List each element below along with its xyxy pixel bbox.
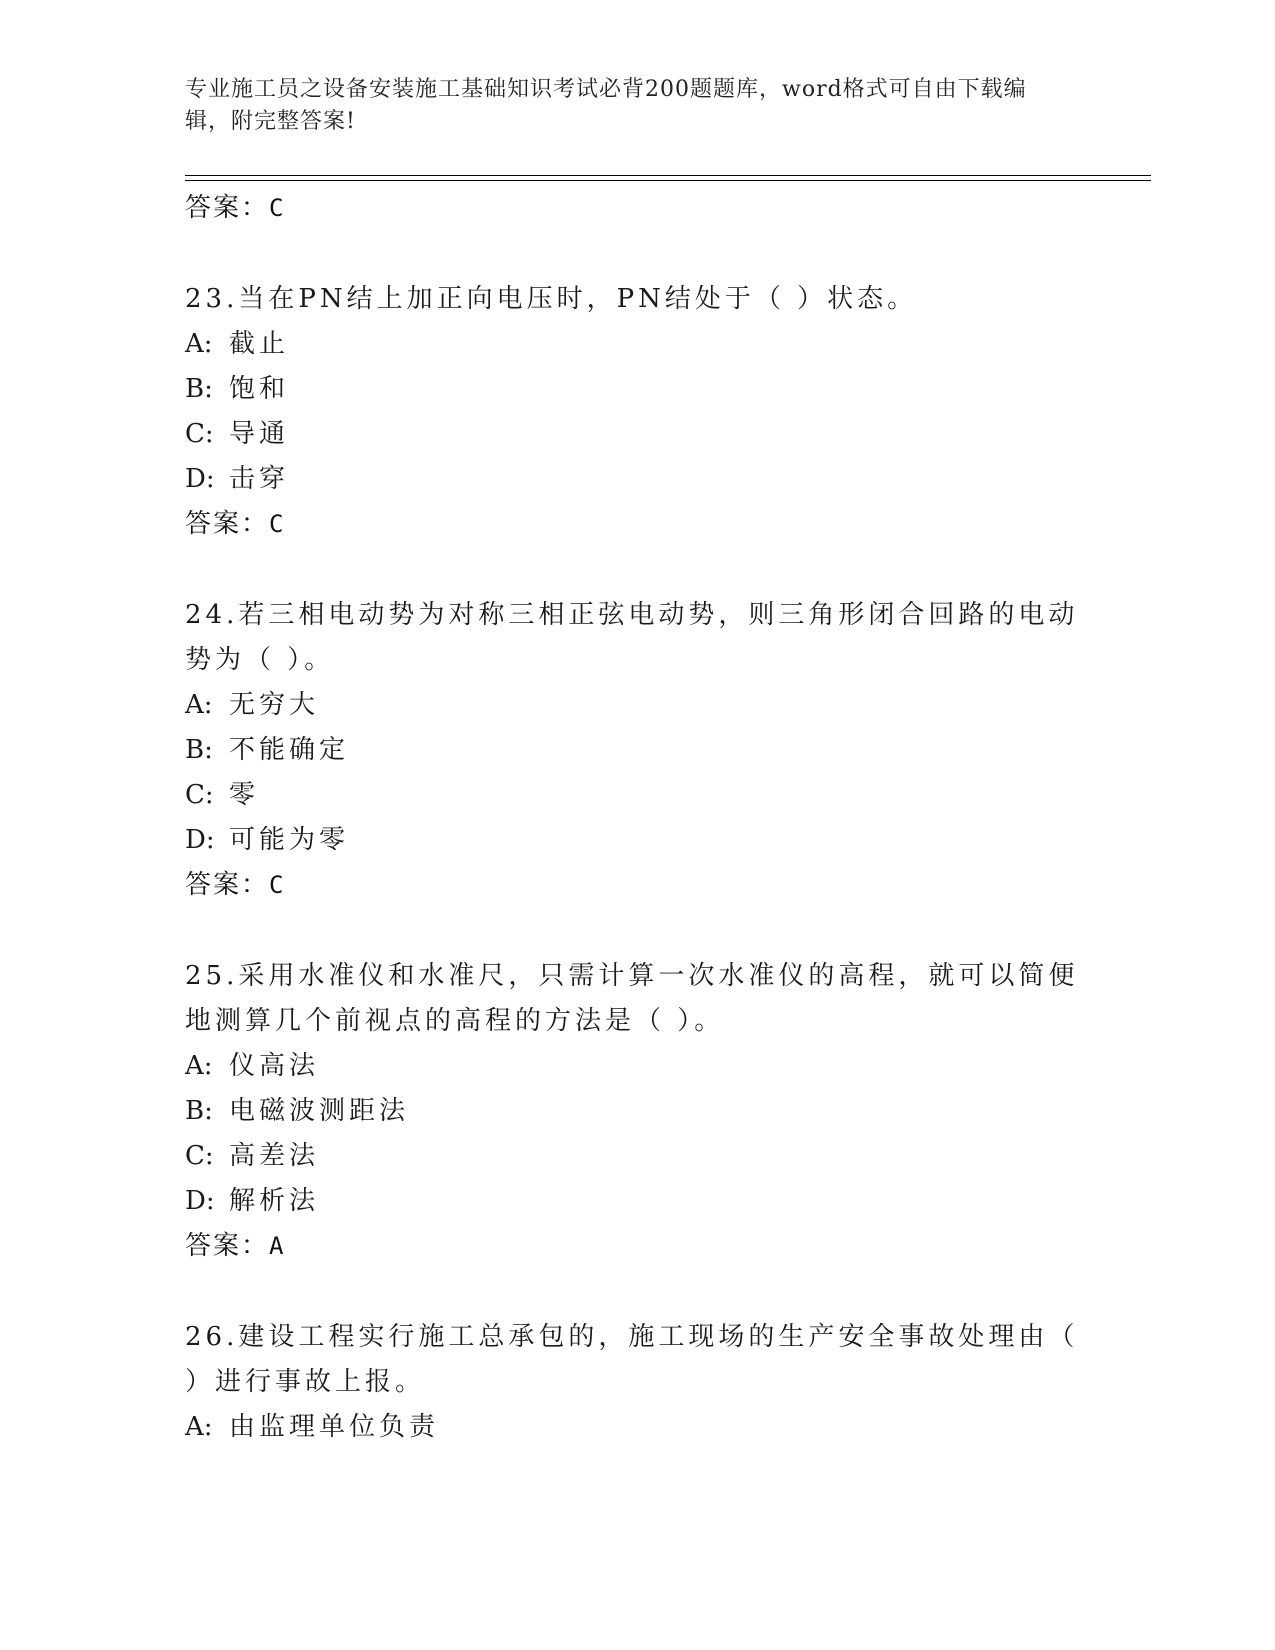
- option-text: 截止: [229, 329, 290, 359]
- option-b: [185, 1089, 1085, 1134]
- option-text: 不能确定: [229, 735, 350, 765]
- answer-label: 答案：: [185, 870, 270, 900]
- answer-value: A: [269, 1232, 286, 1260]
- option-key: A:: [185, 690, 213, 720]
- question-26: [185, 1315, 1085, 1450]
- answer-value: C: [269, 510, 286, 538]
- option-text: 高差法: [229, 1141, 320, 1171]
- option-text: 仪高法: [229, 1051, 320, 1081]
- answer-label: 答案：: [185, 1231, 270, 1261]
- question-answer: [185, 502, 1085, 547]
- option-text: 击穿: [229, 464, 290, 494]
- option-key: D:: [185, 464, 215, 494]
- question-text: 25.采用水准仪和水准尺，只需计算一次水准仪的高程，就可以简便地测算几个前视点的高程的方法是（ ）。: [185, 961, 1079, 1036]
- header-rule-bottom: [185, 180, 1151, 181]
- option-a: [185, 683, 1085, 728]
- answer-label: 答案：: [185, 193, 270, 223]
- option-key: C:: [185, 419, 214, 449]
- answer-value: C: [269, 194, 286, 222]
- option-a: [185, 1044, 1085, 1089]
- prev-question-answer: [185, 186, 1085, 231]
- option-b: [185, 728, 1085, 773]
- option-c: [185, 412, 1085, 457]
- option-a: [185, 1405, 1085, 1450]
- option-key: C:: [185, 1141, 214, 1171]
- answer-value: C: [269, 871, 286, 899]
- option-key: A:: [185, 1412, 213, 1442]
- question-24: [185, 593, 1085, 908]
- option-key: C:: [185, 780, 214, 810]
- option-text: 无穷大: [229, 690, 320, 720]
- option-key: B:: [185, 735, 213, 765]
- question-25: [185, 954, 1085, 1269]
- option-d: [185, 1179, 1085, 1224]
- option-text: 导通: [229, 419, 290, 449]
- option-key: D:: [185, 1186, 215, 1216]
- document-header: 专业施工员之设备安装施工基础知识考试必背200题题库，word格式可自由下载编辑，附完整答案!: [185, 77, 1027, 134]
- option-text: 电磁波测距法: [229, 1096, 410, 1126]
- option-d: [185, 457, 1085, 502]
- option-text: 解析法: [229, 1186, 320, 1216]
- header-rule-top: [185, 175, 1151, 176]
- option-key: A:: [185, 329, 213, 359]
- option-text: 由监理单位负责: [229, 1412, 440, 1442]
- option-key: A:: [185, 1051, 213, 1081]
- option-text: 饱和: [229, 374, 290, 404]
- question-text: 26.建设工程实行施工总承包的，施工现场的生产安全事故处理由（ ）进行事故上报。: [185, 1322, 1079, 1397]
- option-text: 可能为零: [229, 825, 350, 855]
- question-23: [185, 277, 1085, 547]
- question-answer: [185, 863, 1085, 908]
- option-key: B:: [185, 374, 213, 404]
- option-b: [185, 367, 1085, 412]
- option-text: 零: [229, 780, 260, 810]
- option-a: [185, 322, 1085, 367]
- option-key: D:: [185, 825, 215, 855]
- question-answer: [185, 1224, 1085, 1269]
- question-list: [185, 186, 1085, 1450]
- option-key: B:: [185, 1096, 213, 1126]
- option-c: [185, 773, 1085, 818]
- question-text: 24.若三相电动势为对称三相正弦电动势，则三角形闭合回路的电动势为（ ）。: [185, 600, 1079, 675]
- option-c: [185, 1134, 1085, 1179]
- question-text: 23.当在PN结上加正向电压时，PN结处于（ ）状态。: [185, 284, 918, 314]
- option-d: [185, 818, 1085, 863]
- answer-label: 答案：: [185, 509, 270, 539]
